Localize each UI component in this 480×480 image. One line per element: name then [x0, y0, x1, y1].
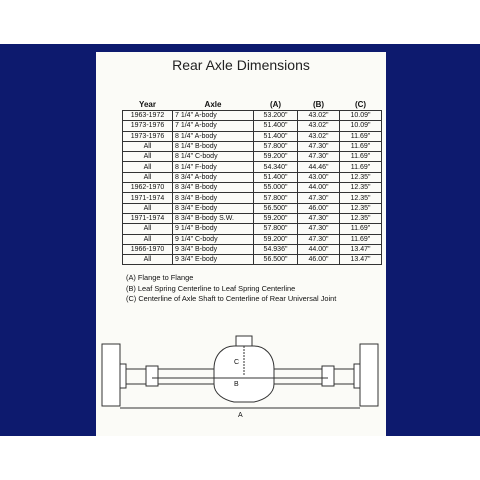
cell-year: All — [123, 152, 173, 162]
document-title: Rear Axle Dimensions — [172, 57, 310, 73]
cell-axle: 9 1/4" C-body — [173, 234, 254, 244]
pinion-yoke — [236, 336, 252, 346]
cell-a: 56.500" — [254, 203, 298, 213]
cell-year: All — [123, 203, 173, 213]
header-b: (B) — [312, 100, 325, 109]
cell-year: 1973-1976 — [123, 131, 173, 141]
table-row — [123, 141, 382, 151]
cell-axle: 8 1/4" F-body — [173, 162, 254, 172]
cell-axle: 7 1/4" A-body — [173, 111, 254, 121]
cell-axle: 9 3/4" E-body — [173, 255, 254, 265]
table-row — [123, 162, 382, 172]
table-row — [123, 203, 382, 213]
cell-c: 11.69" — [340, 131, 382, 141]
left-brake-drum — [102, 344, 120, 406]
cell-axle: 8 1/4" A-body — [173, 131, 254, 141]
cell-year: 1963-1972 — [123, 111, 173, 121]
cell-a: 57.800" — [254, 141, 298, 151]
cell-b: 43.02" — [298, 121, 340, 131]
header-c: (C) — [354, 100, 367, 109]
cell-c: 11.69" — [340, 224, 382, 234]
table-row — [123, 213, 382, 223]
table-row — [123, 152, 382, 162]
cell-b: 47.30" — [298, 152, 340, 162]
cell-b: 44.46" — [298, 162, 340, 172]
cell-c: 13.47" — [340, 244, 382, 254]
cell-a: 57.800" — [254, 193, 298, 203]
axle-diagram — [96, 334, 386, 436]
cell-b: 46.00" — [298, 203, 340, 213]
cell-c: 10.09" — [340, 111, 382, 121]
table-header-row — [123, 100, 382, 111]
cell-a: 59.200" — [254, 152, 298, 162]
cell-axle: 8 3/4" B-body S.W. — [173, 213, 254, 223]
cell-c: 11.69" — [340, 234, 382, 244]
cell-a: 54.340" — [254, 162, 298, 172]
cell-axle: 8 3/4" B-body — [173, 193, 254, 203]
cell-b: 47.30" — [298, 193, 340, 203]
table-row — [123, 255, 382, 265]
cell-a: 54.936" — [254, 244, 298, 254]
cell-b: 44.00" — [298, 244, 340, 254]
cell-year: 1962-1970 — [123, 183, 173, 193]
table-row — [123, 121, 382, 131]
cell-c: 12.35" — [340, 213, 382, 223]
table-row — [123, 244, 382, 254]
left-spring-pad — [146, 366, 158, 386]
cell-b: 44.00" — [298, 183, 340, 193]
cell-c: 13.47" — [340, 255, 382, 265]
table-row — [123, 193, 382, 203]
cell-c: 12.35" — [340, 172, 382, 182]
header-a: (A) — [269, 100, 282, 109]
cell-a: 56.500" — [254, 255, 298, 265]
axle-dimensions-table — [122, 100, 382, 265]
header-year: Year — [139, 100, 156, 109]
cell-a: 59.200" — [254, 213, 298, 223]
label-c: C — [234, 359, 240, 366]
cell-b: 47.30" — [298, 213, 340, 223]
cell-axle: 9 1/4" B-body — [173, 224, 254, 234]
table-row — [123, 234, 382, 244]
cell-axle: 7 1/4" A-body — [173, 121, 254, 131]
cell-c: 11.69" — [340, 141, 382, 151]
cell-axle: 8 1/4" B-body — [173, 141, 254, 151]
cell-a: 57.800" — [254, 224, 298, 234]
cell-b: 43.02" — [298, 131, 340, 141]
cell-year: 1971-1974 — [123, 193, 173, 203]
cell-a: 51.400" — [254, 121, 298, 131]
table-row — [123, 111, 382, 121]
cell-year: All — [123, 172, 173, 182]
cell-a: 51.400" — [254, 131, 298, 141]
table-body — [123, 111, 382, 265]
cell-c: 12.35" — [340, 203, 382, 213]
right-spring-pad — [322, 366, 334, 386]
note-b: (B) Leaf Spring Centerline to Leaf Spring Centerline — [126, 283, 296, 293]
cell-year: All — [123, 255, 173, 265]
cell-b: 47.30" — [298, 234, 340, 244]
cell-c: 10.09" — [340, 121, 382, 131]
cell-axle: 8 3/4" E-body — [173, 203, 254, 213]
cell-c: 11.69" — [340, 162, 382, 172]
cell-year: All — [123, 224, 173, 234]
cell-a: 53.200" — [254, 111, 298, 121]
axle-document — [96, 52, 386, 436]
cell-b: 43.00" — [298, 172, 340, 182]
cell-b: 47.30" — [298, 224, 340, 234]
left-hub — [120, 364, 126, 388]
note-a: (A) Flange to Flange — [126, 273, 194, 282]
cell-axle: 8 3/4" B-body — [173, 183, 254, 193]
notes-legend — [126, 273, 336, 305]
label-b: B — [234, 381, 239, 388]
table-row — [123, 172, 382, 182]
cell-b: 46.00" — [298, 255, 340, 265]
cell-c: 12.35" — [340, 183, 382, 193]
label-a: A — [238, 412, 243, 419]
right-hub — [354, 364, 360, 388]
cell-axle: 9 3/4" B-body — [173, 244, 254, 254]
right-brake-drum — [360, 344, 378, 406]
cell-year: 1973-1976 — [123, 121, 173, 131]
cell-a: 55.000" — [254, 183, 298, 193]
table-row — [123, 131, 382, 141]
cell-a: 59.200" — [254, 234, 298, 244]
cell-c: 11.69" — [340, 152, 382, 162]
cell-b: 47.30" — [298, 141, 340, 151]
cell-b: 43.02" — [298, 111, 340, 121]
cell-year: All — [123, 162, 173, 172]
cell-axle: 8 3/4" A-body — [173, 172, 254, 182]
cell-year: All — [123, 234, 173, 244]
cell-year: 1966-1970 — [123, 244, 173, 254]
cell-year: 1971-1974 — [123, 213, 173, 223]
table-row — [123, 183, 382, 193]
note-c: (C) Centerline of Axle Shaft to Centerline of Rear Universal Joint — [126, 294, 337, 303]
cell-c: 12.35" — [340, 193, 382, 203]
table-row — [123, 224, 382, 234]
cell-axle: 8 1/4" C-body — [173, 152, 254, 162]
header-axle: Axle — [204, 100, 222, 109]
cell-a: 51.400" — [254, 172, 298, 182]
cell-year: All — [123, 141, 173, 151]
